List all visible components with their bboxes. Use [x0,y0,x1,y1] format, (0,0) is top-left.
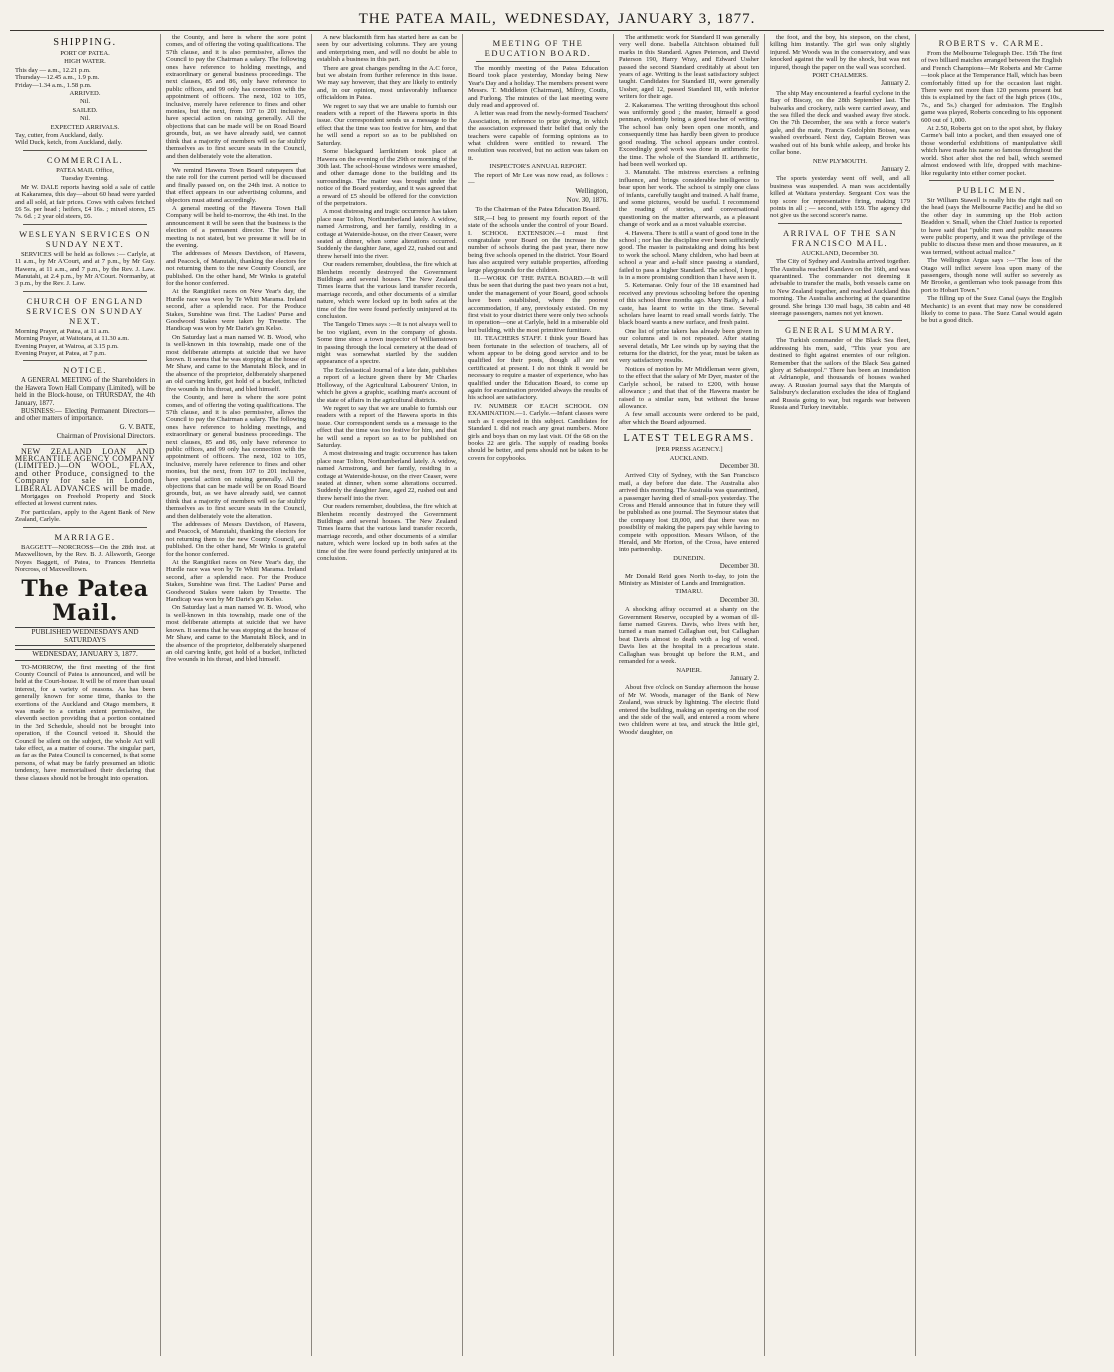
divider [23,150,147,151]
telegram-place: DUNEDIN. [673,554,705,562]
article-body: On Saturday last a man named W. B. Wood, who is well-known in this township, made one of the most deliberate attempts at suicide that we have known. It seems that he was stopping at the house of Mr Shaw, and came to the Manutahi Block, and in the absence of the proprietor, deliberately sharpened an old carving knife, got hold of a bucket, inflicted five wounds in his throat, and bled himself. [166,604,306,664]
divider [23,291,147,292]
nz-loan-body: Mortgages on Freehold Property and Stock effected at lowest current rates. [15,493,155,508]
article-body: the County, and here is where the sore point comes, and of offering the voting qualifications. The 57th clause, and it is also permissive, allows the Council to pay the Chairman a salary. The following ones have reference to holding meetings, and extraordinary or general business proceedings. The next clauses, 85 and 86, only have reference to public offices, and 99 only has connection with the appointment of officers. The next, 102 to 105, inclusive, merely have reference to fines and other monies, but the next, from 107 to 201 inclusive, have special action on raising generally. All the objections that can be made will be on Road Board grounds, but, as we have already said, we cannot think that a majority of members will so far stultify themselves as to first secure seats in the Council, and then deliberately vote the alteration. [166,34,306,160]
commercial-evening: Tuesday Evening. [61,175,109,183]
telegrams-title: LATEST TELEGRAMS. [623,433,755,445]
column-4 [463,34,614,1356]
notice-title: NOTICE. [63,365,107,376]
billiards-body: At 2.50, Roberts got on to the spot shot, by flukey Carme's ball into a pocket, and then essayed one of those wonderful exhibitions of manipulative skill which have made his name so famous throughout the world. Shot after shot the red ball, which seemed almost endowed with life, dropped with machine-like regularity into either corner pocket. [921,125,1062,177]
report-intro: The report of Mr Lee was now read, as follows :— [468,171,608,187]
arrival-body: The City of Sydney and Australia arrived together. The Australia reached Kandavu on the 16th, and was quarantined. The commander not deeming it advisable to transfer the mails, both vessels came on to New Zealand together, and reached Auckland this morning. The Australia anchoring at the quarantine ground. She brings 130 mail bags, 38 cabin and 48 steerage passengers, names not yet known. [770,258,910,317]
article-body: The addresses of Messrs Davidson, of Hawera, and Peacock, of Manutahi, thanking the electors for not returning them to the new County Council, are published. On the other hand, Mr Winks is grateful for the honor conferred. [166,250,306,287]
church-line: Morning Prayer, at Waitotara, at 11.30 a.m. [15,335,130,343]
article-body: At the Rangitikei races on New Year's day, the Hurdle race was won by Te Whiti Marama. Ireland second, after a splendid race. For the Produce Stakes, Sunshine was first. The Ladies' Purse and Goodwood Stakes were taken by Tresette. The Handicap was won by Mr Darie's gm Kelso. [166,288,306,333]
commercial-title: COMMERCIAL. [46,154,124,165]
meeting-body: A letter was read from the newly-formed Teachers' Association, in reference to prize giving, in which the association expressed their belief that only the teachers were capable of forming opinions as to what children were entitled to reward. The resolution was received, but no action was taken on it. [468,110,608,162]
report-heading: INSPECTOR'S ANNUAL REPORT. [489,163,587,171]
wesleyan-body: SERVICES will be held as follows :— Carlyle, at 11 a.m., by Mr A'Court, and at 7 p.m., by Mr Guy. Hawera, at 11 a.m., and 7 p.m., by the Rev. J. Law. Manutahi, at 2.4 p.m., by Mr A'Court. Normanby, at 3 p.m., by the Rev. J. Law. [15,250,155,288]
article-body: We regret to say that we are unable to furnish our readers with a report of the Hawera sports in this issue. Our correspondent sends us a message to the effect that the time was too festive for him, and that he will send a report so as to be published on Saturday. [317,102,457,147]
masthead-date: JANUARY 3, 1877. [618,10,756,27]
column-6 [765,34,916,1356]
marriage-body: BAGGETT—NORCROSS—On the 28th inst. at Maxwelltown, by the Rev. B. J. Allsworth, George Noyes Baggett, of Patea, to Frances Henrietta Norcross, of Maxwelltown. [15,543,155,573]
article-body: The addresses of Messrs Davidson, of Hawera, and Peacock, of Manutahi, thanking the electors for not returning them to the new County Council, are published. On the other hand, Mr Winks is grateful for the honor conferred. [166,521,306,558]
article-body: We regret to say that we are unable to furnish our readers with a report of the Hawera sports in this issue. Our correspondent sends us a message to the effect that the time was too festive for him, and that he will send a report so as to be published on Saturday. [317,404,457,449]
telegram-body: Mr Donald Reid goes North to-day, to join the Ministry as Minister of Lands and Immigration. [619,572,759,588]
article-body: The Ecclesiastical Journal of a late date, publishes a report of a lecture given there by Mr Charles Holloway, of the Agricultural Labourers' Union, in which he gives a graphic, scathing man's account of the state of affairs in the agricultural districts. [317,366,457,404]
editorial-body: TO-MORROW, the first meeting of the first County Council of Patea is announced, and will be held at the Court-house. It will be of more than usual interest, for a variety of reasons. As has been generally known for some time, thanks to the exertions of the Auckland and Otago members, it was made to a certain extent permissive, the eleventh section providing that a portion contained in the 3rd Schedule, should not be brought into operation, if the Council vetoed it. Should the Council be silent on the subject, the whole Act will take effect, as a matter of course. The singular part, as far as the Patea Council is concerned, is that some persons, of what may be fairly presumed an idiotic tendency, have memorialised their declaring that these clauses should not be brought into operation. [15,663,155,782]
article-body: On Saturday last a man named W. B. Wood, who is well-known in this township, made one of the most deliberate attempts at suicide that we have known. It seems that he was stopping at the house of Mr Shaw, and came to the Manutahi Block, and in the absence of the proprietor, deliberately sharpened an old carving knife, got hold of a bucket, inflicted five wounds in his throat, and bled himself. [166,333,306,393]
sailed-title: SAILED. [72,106,98,114]
nz-loan-body: For particulars, apply to the Agent Bank of New Zealand, Carlyle. [15,508,155,524]
commercial-office: PATEA MAIL Office, [56,166,114,174]
report-body: SIR,—I beg to present my fourth report of the state of the schools under the control of your Board. I. SCHOOL EXTENSION.—I must first congratulate your Board on the increase in the number of schools during the past year, there now being five schools opened in the district. Your Board has also acquired very suitable properties, affording large playgrounds for the children. [468,214,608,274]
report-body: IV. NUMBER OF EACH SCHOOL ON EXAMINATION.—1. Carlyle.—Infant classes were such as I expected in this subject. Candidates for Standard I. did not reach any great numbers. More girls and boys than on my last visit. Of the 68 on the books 22 are girls. The supply of reading books should be better, and pens should not be taken to be covers for copybooks. [468,402,608,462]
article-body: There are great changes pending in the A.C force, but we abstain from further reference in this issue. We may say however, that they are likely to entirely and, in our opinion, most unfavorably influence officialdom in Patea. [317,64,457,102]
article-body: A general meeting of the Hawera Town Hall Company will be held to-morrow, the 4th inst. In the announcement it will be seen that the business is the election of a permanent director. The hour of meeting is not stated, but we presume it will be in the evening. [166,204,306,249]
article-body: Our readers remember, doubtless, the fire which at Blenheim recently destroyed the Government Buildings and several houses. The New Zealand Times learns that the various land transfer records, marriage records, and other documents of a similar nature, which were locked up in both safes at the time of the fire were found perfectly uninjured at its conclusion. [317,261,457,321]
article-body: the County, and here is where the sore point comes, and of offering the voting qualifications. The 57th clause, and it is also permissive, allows the Council to pay the Chairman a salary. The following ones have reference to holding meetings, and extraordinary or general business proceedings. The next clauses, 85 and 86, only have reference to public offices, and 99 only has connection with the appointment of officers. The next, 102 to 105, inclusive, merely have reference to fines and other monies, but the next, from 107 to 201 inclusive, have special action on raising generally. All the objections that can be made will be on Road Board grounds, but, as we have already said, we cannot think that a majority of members will so far stultify themselves as to first secure seats in the Council, and then deliberately vote the alteration. [166,394,306,520]
article-body: At the Rangitikei races on New Year's day, the Hurdle race was won by Te Whiti Marama. Ireland second, after a splendid race. For the Produce Stakes, Sunshine was first. The Ladies' Purse and Goodwood Stakes were taken by Tresette. The Handicap was won by Mr Darie's gm Kelso. [166,559,306,604]
church-line: Evening Prayer, at Patea, at 7 p.m. [15,349,106,357]
telegram-place: NEW PLYMOUTH. [812,157,868,165]
wesleyan-title: WESLEYAN SERVICES ON SUNDAY NEXT. [19,228,151,249]
public-men-title: PUBLIC MEN. [956,184,1027,195]
article-body: Our readers remember, doubtless, the fire which at Blenheim recently destroyed the Government Buildings and several houses. The New Zealand Times learns that the various land transfer records, marriage records, and other documents of a similar nature, which were locked up in both safes at the time of the fire were found perfectly uninjured at its conclusion. [317,503,457,563]
shipping-port: PORT OF PATEA. [60,50,110,57]
article-body: A most distressing and tragic occurrence has taken place near Tolton, Northumberland lately. A widow, named Armstrong, and her family, residing in a cottage at Waterside-house, on the river Ceaser, were seated at dinner, when some alterations occurred. Suddenly the daughter Jane, aged 22, rushed out and threw herself into the river. [317,208,457,260]
masthead [10,8,1104,31]
telegram-body: A shocking affray occurred at a shanty on the Government Reserve, occupied by a woman of ill-fame named Graves. Davis, who lives with her, turned a man named Callaghan out, but Callaghan beat Davis almost to death with a log of wood. Davis lies at the hospital in a precarious state. Callaghan was brought up before the R.M., and remanded for a week. [619,606,759,666]
issue-date: WEDNESDAY, JANUARY 3, 1877. [15,649,155,660]
telegram-date: December 30. [719,461,759,470]
masthead-paper: THE PATEA MAIL, [358,10,497,27]
sailed-value: Nil. [79,115,91,123]
meeting-title: MEETING OF THE EDUCATION BOARD. [484,38,592,58]
marriage-title: MARRIAGE. [54,531,116,542]
meeting-body: The monthly meeting of the Patea Education Board took place yesterday, Monday being New Year's Day and a holiday. The members present were Messrs. T. Middleton (Chairman), Milroy, Coutts, and Furlong. The minutes of the last meeting were duly read and approved of. [468,65,608,110]
divider [23,527,147,528]
telegram-body: The sports yesterday went off well, and all business was suspended. A man was accidentally killed at Waitara yesterday. Sergeant Cox was the top score for representative firing, making 179 points in all ; — second, with 159. The agency did not give us the second scorer's name. [770,175,910,220]
telegram-place: AUCKLAND. [669,454,709,462]
telegram-place: PORT CHALMERS. [812,72,868,80]
masthead-day: WEDNESDAY, [504,10,611,27]
telegram-date: December 30. [719,595,759,604]
article-body: Some blackguard larrikinism took place at Hawera on the evening of the 29th or morning of the 30th last. The school-house windows were smashed, and other damage done to the building and its surroundings. The matter was brought under the notice of the Board yesterday, and it was agreed that a reward of £5 should be offered for the conviction of the perpetrators. [317,148,457,207]
newspaper-page [10,8,1104,1356]
report-body: III. TEACHERS STAFF. I think your Board has been fortunate in the selection of teachers, all of whom appear to be doing good service and to be qualified for their posts, though all are not certificated at present. I do not think it would be necessary to require a master of experience, who has qualified under the Education Board, to come up again for examination provided always the results of his school are satisfactory. [468,335,608,402]
divider [778,223,902,224]
notice-role: Chairman of Provisional Directors. [56,432,155,441]
arrival-title: ARRIVAL OF THE SAN FRANCISCO MAIL. [783,227,897,248]
high-water-title: HIGH WATER. [64,58,106,66]
telegram-date: December 30. [719,562,759,571]
arrived-title: ARRIVED. [69,90,101,98]
shipping-title: SHIPPING. [53,37,117,48]
tide-line: Thursday—12.45 a.m., 1.9 p.m. [15,74,100,82]
expected-line: Wild Duck, ketch, from Auckland, daily. [15,139,123,147]
telegram-date: January 2. [881,79,910,88]
arrival-place: AUCKLAND, December 30. [801,249,879,257]
report-body: A few small accounts were ordered to be paid, after which the Board adjourned. [619,411,759,426]
notice-signed: G. V. BATE, [119,422,155,431]
telegram-body: About five o'clock on Sunday afternoon the house of Mr W. Woods, manager of the Bank of New Zealand, was struck by lightning. The electric fluid entered the building, making an opening on the roof and the side of the wall, and entered a room where two children were at tea, and struck the little girl, Woods' daughter, on [619,684,759,736]
tide-line: Friday—1.34 a.m., 1.58 p.m. [15,81,92,89]
telegram-body: The ship May encountered a fearful cyclone in the Bay of Biscay, on the 28th September last. The bulwarks and crockery, rails were carried away, and the sea filled the deck and washed away five stock. On the 7th December, the sea with a force water's gale, and the mate, Francis Godolphin Boisse, was washed overboard. Next day, Captain Brown was washed out of his bunk while asleep, and broke his collar bone. [770,89,910,157]
divider [627,429,751,430]
article-body: A most distressing and tragic occurrence has taken place near Tolton, Northumberland lately. A widow, named Armstrong, and her family, residing in a cottage at Waterside-house, on the river Ceaser, were seated at dinner, when some alterations occurred. Suddenly the daughter Jane, aged 22, rushed out and threw herself into the river. [317,450,457,502]
school-heading: 5. Ketemarae. [625,282,663,290]
commercial-body: Mr W. DALE reports having sold a sale of cattle at Kakaramea, this day—about 60 head were yarded and all sold, at fair prices. Cows with calves fetched £6 5s. per head ; heifers, £4 16s. ; mixed stores, £5 7s. 6d. ; 2 year old steers, £6. [15,183,155,221]
expected-line: Tay, cutter, from Auckland, daily. [15,132,104,140]
billiards-body: From the Melbourne Telegraph Dec. 15th The first of two billiard matches arranged between the English and French Champions—Mr Roberts and Mr Carme—took place at the Temperance Hall, which has been comfortably fitted up for the occasion last night. There were not more than 120 persons present but this is explained by the fact of the high prices (10s., 7s., and 5s.) charged for admission. The English game was played, Roberts conceding to his opponent 600 out of 1,000. [921,50,1062,124]
school-body: Only four of the 18 examined had received any previous schooling before the opening of this school three months ago. Mary Baily, a half-caste, has learnt to write in the time. Several scholars have learnt to read small words fairly. The black board wants a new surface, and fresh paint. [619,282,759,327]
church-line: Morning Prayer, at Patea, at 11 a.m. [15,327,110,335]
tide-line: This day — a.m., 12.21 p.m. [15,66,91,74]
school-body: The writing throughout this school was uniformly good ; the master, himself a good penman, evidently being a good teacher of writing. The school has only been open one month, and consequently time has hardly been given to produce good reading. The school appears under control. Exceedingly good work was done in arithmetic for the time. The whole of the Standard II. arithmetic, had been well worked up. [619,101,759,168]
report-date: Nov. 30, 1876. [566,195,608,204]
article-body: A new blacksmith firm has started here as can be seen by our advertising columns. They are young and enterprising men, and will no doubt be able to establish a business in this part. [317,34,457,64]
article-body: The Tangelo Times says :—It is not always well to be too vigilant, even in the company of ghosts. Some time since a town inspector of Williamstown in passing through the local cemetery at the dead of night was somewhat startled by the sudden appearance of a spectre. [317,321,457,366]
telegrams-agency: [PER PRESS AGENCY.] [655,446,723,454]
billiards-title: ROBERTS v. CARME. [938,38,1045,48]
columns [10,34,1104,1356]
public-men-body: Sir William Stawell is really hits the right nail on the head (says the Melbourne Pacific) and he did so the other day in summing up the Hob action Beaddon v. Small, when the Chief Justice is reported to have said that "public men and public measures were public property, and it was the privilege of the public to discuss these men and those measures, as it was termed, without actual malice." [921,196,1062,256]
general-summary-title: GENERAL SUMMARY. [785,325,895,336]
article-body: We remind Hawera Town Board ratepayers that the rate roll for the current period will be discussed and finally passed on, on the 24th inst. A notice to that effect appears in our advertising columns, and objectors must attend accordingly. [166,166,306,204]
divider [929,180,1054,181]
school-body: The mistress exercises a refining influence, and brings considerable intelligence to bear upon her work. The school is simply one class of infants, carefully taught and trained. A half frame, and some pictures, would be useful. I recommend the reading of stories, and conversational questioning on the matter afterwards, as a pleasant change of work and as a most valuable exercise. [619,169,760,229]
divider [778,320,902,321]
divider [174,163,298,164]
article-body: The Wellington Argus says :—"The loss of the Otago will inflict severe loss upon many of the passengers, though none will suffer so severely as Mr Brooke, a gentleman who took passage from this port to Hobart Town." [921,257,1062,294]
church-title: CHURCH OF ENGLAND SERVICES ON SUNDAY NEXT. [26,295,144,326]
telegram-date: January 2. [881,164,910,173]
expected-title: EXPECTED ARRIVALS. [50,123,120,131]
telegram-body: the foot, and the boy, his stepson, on the chest, killing him instantly. The girl was only slightly injured. Mr Woods was in the conservatory, and was knocked against the wall by the shock, but was not injured, though the paper on the wall was scorched. [770,34,910,71]
school-heading: 2. Kakaramea. [625,101,664,109]
article-body: The filling up of the Suez Canal (says the English Mechanic) is an event that may now be considered likely to come to pass. The Suez Canal would again be but a good ditch. [921,295,1062,325]
telegram-place: TIMARU. [675,588,703,596]
nz-loan-title: NEW ZEALAND LOAN AND MERCANTILE AGENCY COMPANY (LIMITED.)—ON WOOL, FLAX, and other Produce, consigned to the Company for sale in London, LIBERAL ADVANCES will be made. [15,446,155,493]
report-body: II.—WORK OF THE PATEA BOARD.—It will thus be seen that during the past two years not a hut, under the management of your Board, good schools have been established, where the poorest accommodation, if any, previously existed. On my first visit to your district there were only two schools in operation—one at Carlyle, held in a miserable old hut building, with the most primitive furniture. [468,274,608,334]
general-summary-body: The Turkish commander of the Black Sea fleet, addressing his men, said, "This year you are destined to fight against enemies of our religion. Remember that the sailors of the Black Sea gained glory at Sebastopol." There has been an inundation at Adrianople, and thousands of houses washed away. A Russian journal says that the Marquis of Salisbury's declaration excludes the idea of England and Russia going to war, but regards war between Russia and Turkey inevitable. [770,337,910,412]
school-body: There is still a want of good tone in the school ; nor has the discipline ever been sufficiently good. The master is painstaking and doing his best to work the school. Many children, who had been at school a year and a-half since passing a standard, failed to pass a higher Standard. The school, I hope, is in a more promising condition than I have seen it. [619,229,759,281]
divider [23,224,147,225]
column-7 [916,34,1067,1356]
report-body: The arithmetic work for Standard II was generally very well done. Isabella Aitchison obtained full marks in this Standard. Agnes Peterson, and David Paterson 190, Harry Wray, and Edward Ussher passed the second Standard creditably at about ten years of age. Writing is the least satisfactory subject taught. Candidates for Standard III, were generally Ussher, aged 12, passed Standard III, with inferior writers for their age. [619,34,759,101]
divider [23,360,147,361]
column-1 [10,34,161,1356]
notice-business: BUSINESS:— Electing Permanent Directors—and other matters of importance. [15,408,155,423]
column-3 [312,34,463,1356]
arrived-value: Nil. [79,98,91,106]
telegram-place: NAPIER. [676,666,702,674]
report-place: Wellington, [575,186,608,195]
telegram-date: January 2. [730,673,759,682]
school-heading: 3. Manutahi. [625,169,661,177]
published-line: PUBLISHED WEDNESDAYS AND SATURDAYS [15,627,155,646]
report-to: To the Chairman of the Patea Education Board. [475,206,601,214]
divider [23,444,147,445]
school-heading: 4. Hawera. [625,229,654,237]
report-body: Notices of motion by Mr Middleman were given, to the effect that the salary of Mr Dyer, master of the Carlyle school, be raised to £200, with house allowance ; and that that of the Hawera master be raised to a similar sum, but without the house allowance. [619,365,759,410]
telegram-body: Arrived City of Sydney, with the San Francisco mail, a day before due date. The Australia also arrived this morning. The Australia was quarantined, a passenger having died of small-pox yesterday. The Cross and Herald announce that in future they will be published as one journal. The Seymour states that the company lost £8,000, and that there was no possibility of making the papers pay while having to compete with opposition. Messrs Wilson, of the Herald, and Mr Horton, of the Cross, have entered into partnership. [619,472,759,554]
church-line: Evening Prayer, at Wairoa, at 3.15 p.m. [15,342,119,350]
notice-body: A GENERAL MEETING of the Shareholders in the Hawera Town Hall Company (Limited), will be held in the Block-house, on THURSDAY, the 4th January, 1877. [15,377,155,407]
column-2 [161,34,312,1356]
report-body: One list of prize takers has already been given in our columns and is not repeated. After stating several details, Mr Lee winds up by saying that the returns for the district, for the year, must be taken as very satisfactory results. [619,327,759,365]
column-5 [614,34,765,1356]
nameplate-logo: The Patea Mail. [21,576,149,627]
divider [476,61,600,62]
